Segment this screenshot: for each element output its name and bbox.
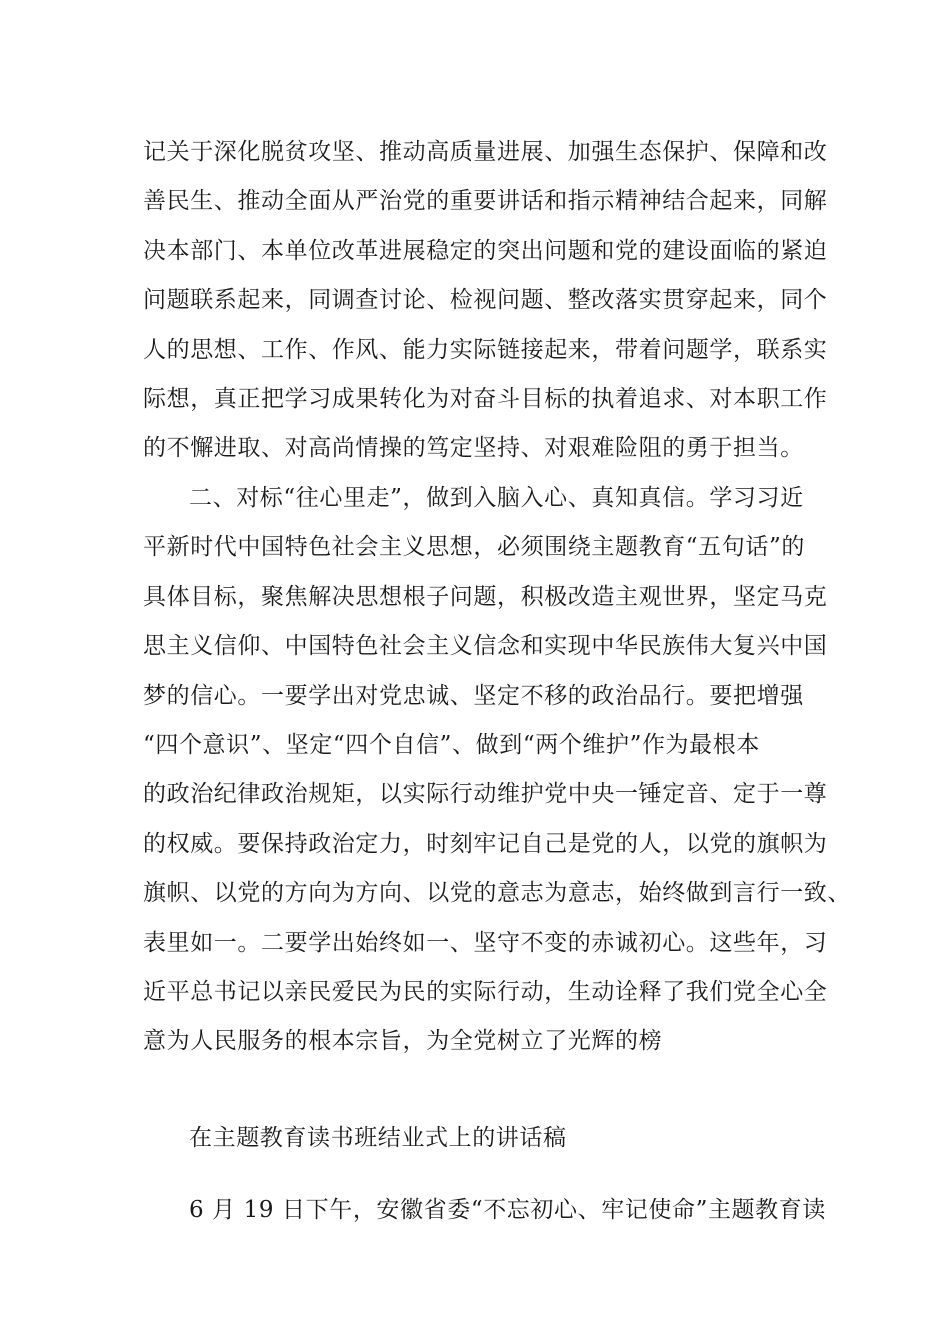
text-line: 善民生、推动全面从严治党的重要讲话和指示精神结合起来，同解 <box>143 188 828 215</box>
text-line: 思主义信仰、中国特色社会主义信念和实现中华民族伟大复兴中国 <box>143 633 828 660</box>
text-line-first: 二、对标“往心里走”，做到入脑入心、真知真信。学习习近 <box>189 485 804 511</box>
text-line: 的政治纪律政治规矩，以实际行动维护党中央一锤定音、定于一尊 <box>143 781 828 808</box>
text-line: 记关于深化脱贫攻坚、推动高质量进展、加强生态保护、保障和改 <box>143 139 828 165</box>
text-line: 梦的信心。一要学出对党忠诚、坚定不移的政治品行。要把增强 <box>143 682 804 709</box>
text-line: 具体目标，聚焦解决思想根子问题，积极改造主观世界，坚定马克 <box>143 583 828 610</box>
body-paragraph-2 <box>143 474 851 1067</box>
text-line-first: 6 月 19 日下午，安徽省委“不忘初心、牢记使命”主题教育读 <box>189 1197 826 1223</box>
body-paragraph-1 <box>143 128 833 474</box>
text-line: 意为人民服务的根本宗旨，为全党树立了光辉的榜 <box>143 1028 663 1055</box>
text-line: 的权威。要保持政治定力，时刻牢记自己是党的人，以党的旗帜为 <box>143 830 828 857</box>
text-line: 平新时代中国特色社会主义思想，必须围绕主题教育“五句话”的 <box>143 534 805 561</box>
text-line: 际想，真正把学习成果转化为对奋斗目标的执着追求、对本职工作 <box>143 385 828 412</box>
text-line: “四个意识”、坚定“四个自信”、做到“两个维护”作为最根本 <box>143 731 760 758</box>
text-line: 问题联系起来，同调查讨论、检视问题、整改落实贯穿起来，同个 <box>143 287 828 314</box>
text-line: 的不懈进取、对高尚情操的笃定坚持、对艰难险阻的勇于担当。 <box>143 435 804 462</box>
body-paragraph-3 <box>143 1186 833 1235</box>
title-text: 在主题教育读书班结业式上的讲话稿 <box>189 1125 567 1151</box>
text-line: 决本部门、本单位改革进展稳定的突出问题和党的建设面临的紧迫 <box>143 237 828 264</box>
text-line: 表里如一。二要学出始终如一、坚守不变的赤诚初心。这些年，习 <box>143 929 828 956</box>
document-title <box>143 1114 833 1163</box>
text-line: 人的思想、工作、作风、能力实际链接起来，带着问题学，联系实 <box>143 336 828 363</box>
text-line: 旗帜、以党的方向为方向、以党的意志为意志，始终做到言行一致、 <box>143 880 851 907</box>
text-line: 近平总书记以亲民爱民为民的实际行动，生动诠释了我们党全心全 <box>143 978 828 1005</box>
